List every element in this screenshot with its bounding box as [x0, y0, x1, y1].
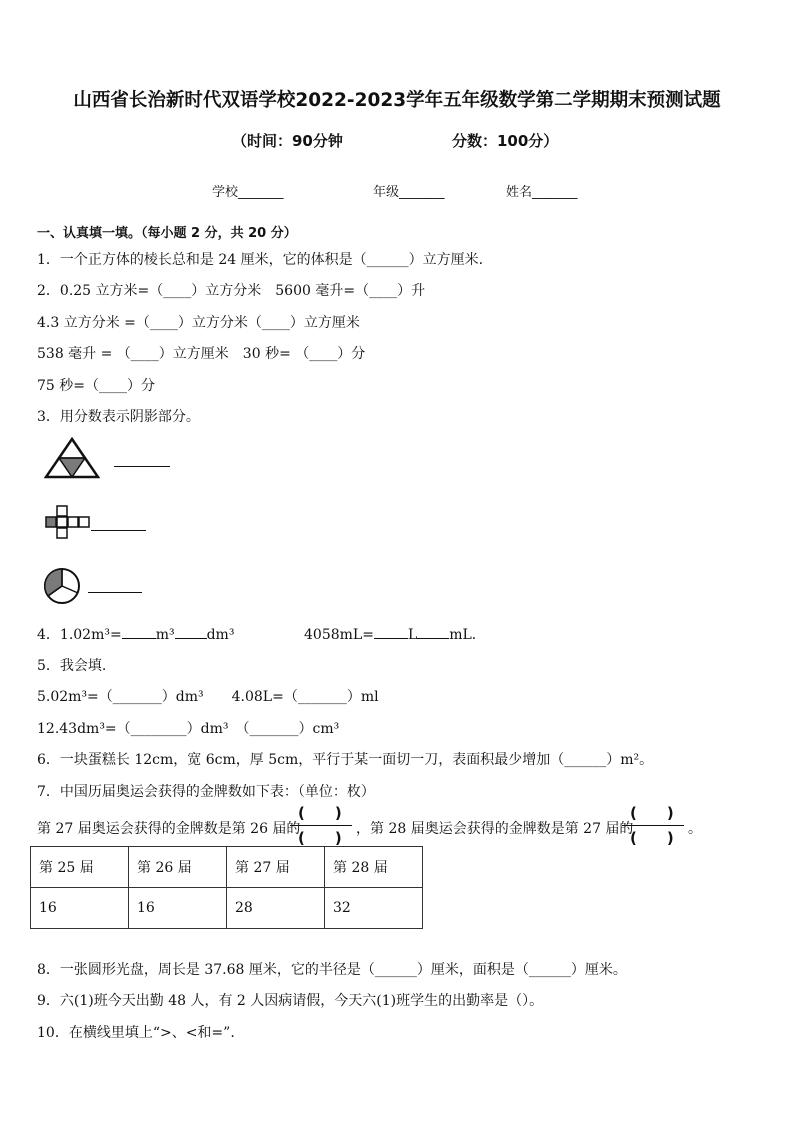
exam-score: 分数：100分） [452, 132, 559, 150]
q4-b-prefix: 4058mL= [304, 627, 374, 643]
table-header-cell: 第 26 届 [129, 847, 227, 888]
question-2-line-2: 4.3 立方分米 =（____）立方分米（____）立方厘米 [37, 315, 360, 331]
table-header-row [31, 847, 423, 888]
school-field: 学校_______ [212, 185, 284, 200]
answer-line-pie [88, 592, 142, 593]
answer-line-cross [91, 530, 146, 531]
question-7: 7．中国历届奥运会获得的金牌数如下表：（单位：枚） [37, 784, 375, 800]
question-5: 5．我会填. [37, 658, 107, 674]
table-cell: 32 [325, 888, 423, 929]
table-cell: 28 [227, 888, 325, 929]
q4-unit-L: L [407, 627, 418, 643]
grade-field: 年级_______ [373, 185, 445, 200]
question-2-line-4: 75 秒=（____）分 [37, 378, 155, 394]
question-7-fraction-line [37, 818, 300, 838]
table-header-cell: 第 27 届 [227, 847, 325, 888]
q4-unit-dm3: dm³ [206, 627, 235, 643]
name-field: 姓名_______ [506, 185, 578, 200]
q4-unit-mL: mL． [449, 627, 486, 643]
table-cell: 16 [31, 888, 129, 929]
table-header-cell: 第 28 届 [325, 847, 423, 888]
q4-blank-3 [374, 626, 408, 639]
question-2-line-1: 2．0.25 立方米=（____）立方分米 5600 毫升=（____）升 [37, 283, 426, 299]
table-header-cell: 第 25 届 [31, 847, 129, 888]
q4-unit-m3: m³ [155, 627, 175, 643]
medal-table [30, 846, 423, 929]
shaded-cross-figure [44, 505, 90, 541]
page-title: 山西省长治新时代双语学校2022-2023学年五年级数学第二学期期末预测试题 [73, 90, 721, 111]
answer-line-triangle [114, 466, 170, 467]
q7-text-b: ，第 28 届奥运会获得的金牌数是第 27 届的 [356, 821, 634, 837]
fraction-2-bar [622, 825, 684, 826]
fraction-1-bar [290, 825, 352, 826]
q4-blank-1 [122, 626, 156, 639]
fraction-2-denominator: ( ) [630, 829, 674, 847]
question-10: 10．在横线里填上“>、<和=”. [37, 1025, 235, 1041]
table-cell: 16 [129, 888, 227, 929]
fraction-2-numerator: ( ) [630, 804, 674, 822]
question-4-right [304, 624, 486, 644]
question-3: 3．用分数表示阴影部分。 [37, 409, 200, 425]
question-5-line-2: 12.43dm³=（________）dm³ （_______）cm³ [37, 721, 340, 737]
fraction-1-denominator: ( ) [298, 829, 342, 847]
question-1: 1．一个正方体的棱长总和是 24 厘米，它的体积是（______）立方厘米. [37, 252, 484, 268]
section-heading: 一、认真填一填。（每小题 2 分，共 20 分） [37, 226, 297, 241]
q7-text-end: 。 [688, 821, 702, 837]
question-5-line-1: 5.02m³=（_______）dm³ 4.08L=（_______）ml [37, 689, 379, 705]
table-row [31, 888, 423, 929]
question-8: 8．一张圆形光盘，周长是 37.68 厘米，它的半径是（______）厘米，面积是（______）厘米。 [37, 962, 627, 978]
q4-blank-4 [417, 626, 449, 639]
question-4-left [37, 624, 234, 644]
q4-a-prefix: 4．1.02m³= [37, 627, 122, 643]
shaded-pie-figure [40, 567, 84, 605]
q4-blank-2 [175, 626, 207, 639]
shaded-triangle-figure [44, 437, 100, 479]
question-2-line-3: 538 毫升 = （____）立方厘米 30 秒= （____）分 [37, 346, 366, 362]
question-6: 6．一块蛋糕长 12cm，宽 6cm，厚 5cm，平行于某一面切一刀，表面积最少增加（______）m²。 [37, 752, 654, 768]
fraction-1-numerator: ( ) [298, 804, 342, 822]
question-9: 9．六(1)班今天出勤 48 人，有 2 人因病请假，今天六(1)班学生的出勤率是（）。 [37, 993, 544, 1009]
q7-text-a: 第 27 届奥运会获得的金牌数是第 26 届的 [37, 821, 301, 837]
exam-time: （时间：90分钟 [232, 132, 343, 150]
